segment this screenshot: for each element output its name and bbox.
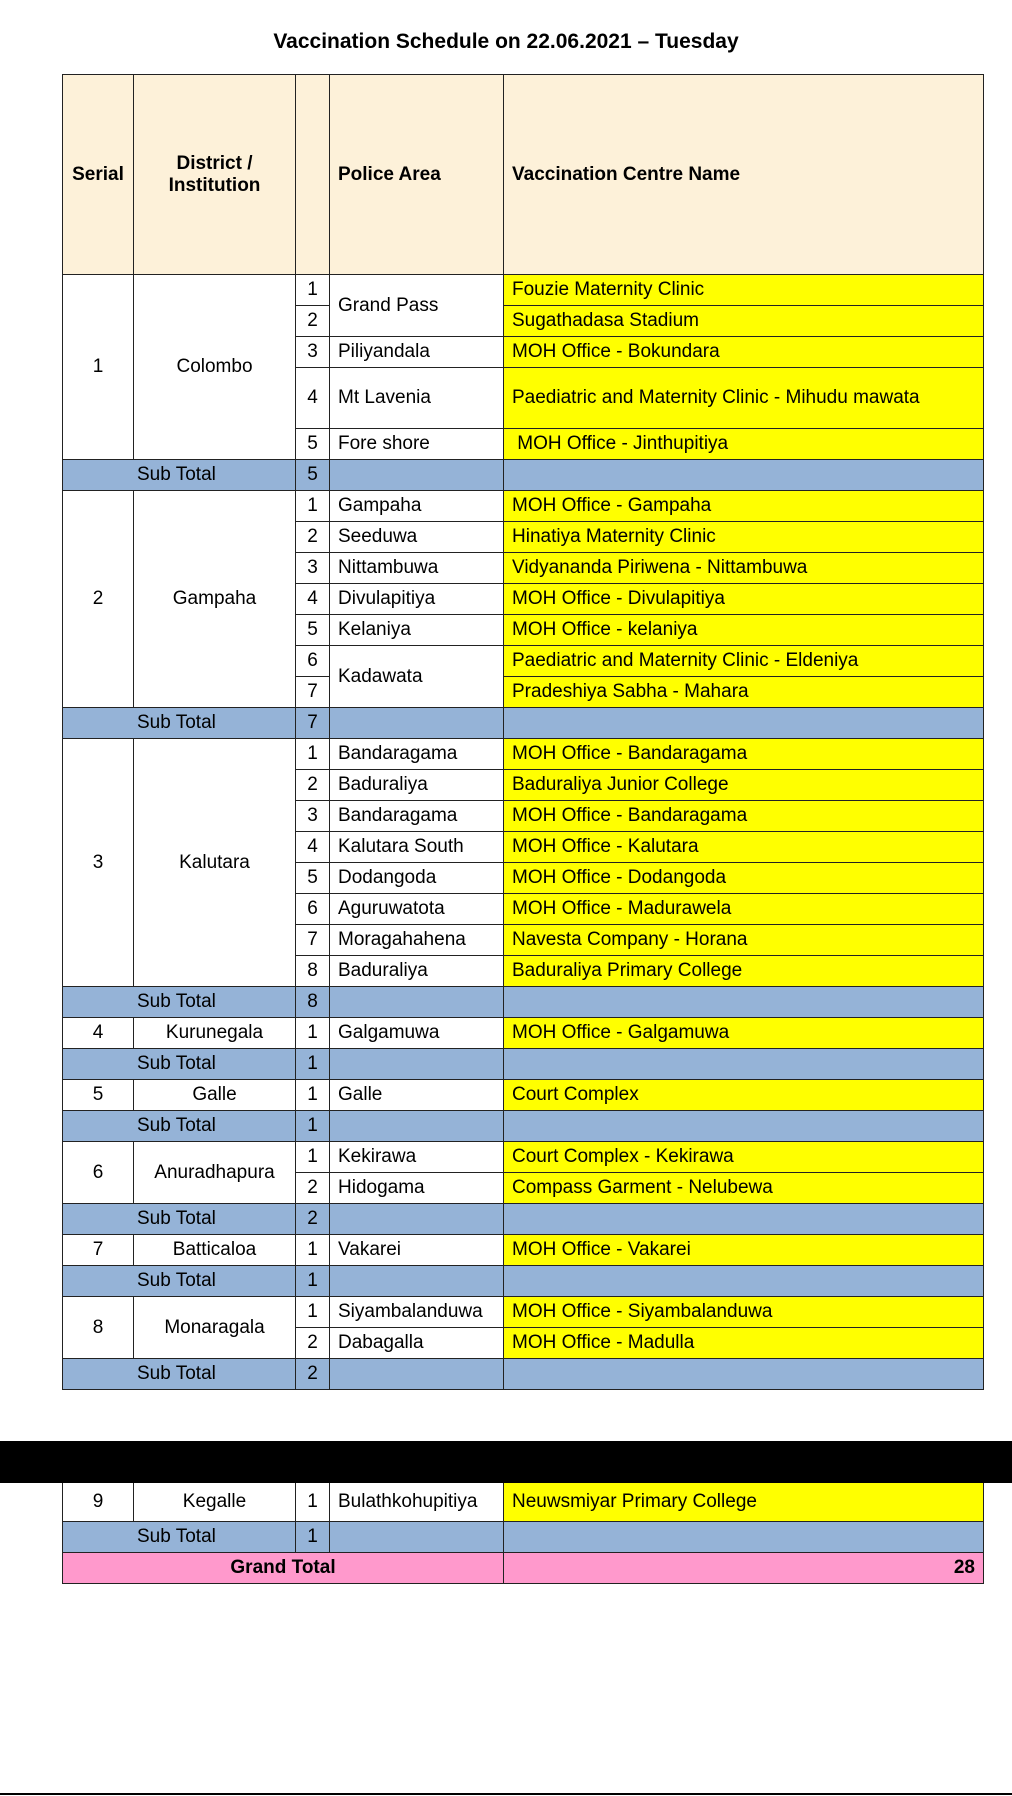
centre-cell: Court Complex - Kekirawa [504,1142,984,1173]
police-area-cell: Galgamuwa [330,1018,504,1049]
table-row [63,275,984,306]
table-row [63,1080,984,1111]
centre-cell: MOH Office - Bandaragama [504,739,984,770]
table-row [63,1297,984,1328]
police-area-cell: Aguruwatota [330,894,504,925]
sub-total-row [63,1521,984,1552]
row-number: 4 [296,584,330,615]
sub-total-row [63,708,984,739]
centre-cell: Paediatric and Maternity Clinic - Eldeniya [504,646,984,677]
sub-total-value: 1 [296,1266,330,1297]
sub-total-value: 5 [296,460,330,491]
row-number: 3 [296,801,330,832]
centre-cell: MOH Office - Bokundara [504,337,984,368]
row-number: 2 [296,522,330,553]
row-number: 1 [296,1080,330,1111]
centre-cell: Court Complex [504,1080,984,1111]
district-cell: Monaragala [134,1297,296,1359]
centre-cell: Pradeshiya Sabha - Mahara [504,677,984,708]
police-area-cell: Gampaha [330,491,504,522]
sub-total-value: 8 [296,987,330,1018]
sub-total-row [63,460,984,491]
police-area-cell: Mt Lavenia [330,368,504,429]
police-area-cell: Kalutara South [330,832,504,863]
sub-total-value: 1 [296,1521,330,1552]
row-number: 8 [296,956,330,987]
police-area-cell: Dabagalla [330,1328,504,1359]
centre-cell: MOH Office - Madulla [504,1328,984,1359]
police-area-cell: Seeduwa [330,522,504,553]
sub-total-row [63,1359,984,1390]
serial-cell: 7 [63,1235,134,1266]
sub-total-value: 1 [296,1049,330,1080]
police-area-cell: Galle [330,1080,504,1111]
row-number: 1 [296,1018,330,1049]
sub-total-label: Sub Total [63,1111,296,1142]
grand-total-row [63,1552,984,1583]
sub-total-value: 7 [296,708,330,739]
police-area-cell: Kadawata [330,646,504,708]
centre-cell: Vidyananda Piriwena - Nittambuwa [504,553,984,584]
sub-total-value: 2 [296,1204,330,1235]
table-row [63,1018,984,1049]
header-number [296,75,330,275]
police-area-cell: Bulathkohupitiya [330,1483,504,1521]
police-area-cell: Baduraliya [330,956,504,987]
police-area-cell: Moragahahena [330,925,504,956]
row-number: 2 [296,1173,330,1204]
district-cell: Galle [134,1080,296,1111]
centre-cell: MOH Office - Divulapitiya [504,584,984,615]
sub-total-label: Sub Total [63,1049,296,1080]
table-row [63,1142,984,1173]
header-centre-name: Vaccination Centre Name [504,75,984,275]
centre-cell: Baduraliya Primary College [504,956,984,987]
serial-cell: 6 [63,1142,134,1204]
police-area-cell: Bandaragama [330,801,504,832]
centre-cell: MOH Office - Vakarei [504,1235,984,1266]
centre-cell: Sugathadasa Stadium [504,306,984,337]
centre-cell: MOH Office - Jinthupitiya [504,429,984,460]
row-number: 2 [296,306,330,337]
centre-cell: MOH Office - Dodangoda [504,863,984,894]
police-area-cell: Vakarei [330,1235,504,1266]
row-number: 5 [296,863,330,894]
header-police-area: Police Area [330,75,504,275]
row-number: 5 [296,615,330,646]
table-row [63,1483,984,1521]
district-cell: Anuradhapura [134,1142,296,1204]
district-cell: Gampaha [134,491,296,708]
header-district: District / Institution [134,75,296,275]
serial-cell: 8 [63,1297,134,1359]
row-number: 4 [296,368,330,429]
table-row [63,491,984,522]
centre-cell: MOH Office - Galgamuwa [504,1018,984,1049]
serial-cell: 2 [63,491,134,708]
row-number: 1 [296,1235,330,1266]
centre-cell: MOH Office - Madurawela [504,894,984,925]
row-number: 3 [296,553,330,584]
table-header-row [63,75,984,275]
police-area-cell: Kekirawa [330,1142,504,1173]
serial-cell: 4 [63,1018,134,1049]
district-cell: Colombo [134,275,296,460]
police-area-cell: Divulapitiya [330,584,504,615]
row-number: 1 [296,739,330,770]
row-number: 1 [296,275,330,306]
row-number: 2 [296,770,330,801]
sub-total-label: Sub Total [63,987,296,1018]
police-area-cell: Siyambalanduwa [330,1297,504,1328]
row-number: 1 [296,1142,330,1173]
police-area-cell: Fore shore [330,429,504,460]
centre-cell: Neuwsmiyar Primary College [504,1483,984,1521]
police-area-cell: Grand Pass [330,275,504,337]
sub-total-row [63,1266,984,1297]
grand-total-label: Grand Total [63,1552,504,1583]
table-row [63,1235,984,1266]
row-number: 6 [296,894,330,925]
schedule-table-continued [62,1483,984,1584]
row-number: 7 [296,677,330,708]
serial-cell: 3 [63,739,134,987]
district-cell: Kalutara [134,739,296,987]
header-serial: Serial [63,75,134,275]
row-number: 3 [296,337,330,368]
centre-cell: Hinatiya Maternity Clinic [504,522,984,553]
sub-total-label: Sub Total [63,708,296,739]
row-number: 4 [296,832,330,863]
page-bottom-edge [0,1793,1012,1795]
police-area-cell: Baduraliya [330,770,504,801]
police-area-cell: Dodangoda [330,863,504,894]
row-number: 2 [296,1328,330,1359]
district-cell: Batticaloa [134,1235,296,1266]
centre-cell: Paediatric and Maternity Clinic - Mihudu mawata [504,368,984,429]
sub-total-value: 2 [296,1359,330,1390]
sub-total-value: 1 [296,1111,330,1142]
serial-cell: 5 [63,1080,134,1111]
centre-cell: MOH Office - Kalutara [504,832,984,863]
grand-total-value: 28 [504,1552,984,1583]
page-title: Vaccination Schedule on 22.06.2021 – Tuesday [273,30,739,53]
police-area-cell: Piliyandala [330,337,504,368]
sub-total-row [63,1204,984,1235]
black-band [0,1441,1012,1483]
centre-cell: MOH Office - kelaniya [504,615,984,646]
sub-total-row [63,1111,984,1142]
centre-cell: Fouzie Maternity Clinic [504,275,984,306]
sub-total-label: Sub Total [63,1266,296,1297]
row-number: 1 [296,1297,330,1328]
row-number: 1 [296,491,330,522]
centre-cell: Baduraliya Junior College [504,770,984,801]
row-number: 7 [296,925,330,956]
district-cell: Kurunegala [134,1018,296,1049]
centre-cell: MOH Office - Siyambalanduwa [504,1297,984,1328]
centre-cell: MOH Office - Bandaragama [504,801,984,832]
row-number: 5 [296,429,330,460]
police-area-cell: Hidogama [330,1173,504,1204]
sub-total-label: Sub Total [63,1521,296,1552]
row-number: 6 [296,646,330,677]
sub-total-label: Sub Total [63,460,296,491]
schedule-table [62,74,984,1390]
table-row [63,739,984,770]
serial-cell: 9 [63,1483,134,1521]
serial-cell: 1 [63,275,134,460]
row-number: 1 [296,1483,330,1521]
police-area-cell: Bandaragama [330,739,504,770]
centre-cell: MOH Office - Gampaha [504,491,984,522]
district-cell: Kegalle [134,1483,296,1521]
police-area-cell: Nittambuwa [330,553,504,584]
sub-total-label: Sub Total [63,1359,296,1390]
centre-cell: Navesta Company - Horana [504,925,984,956]
centre-cell: Compass Garment - Nelubewa [504,1173,984,1204]
police-area-cell: Kelaniya [330,615,504,646]
sub-total-row [63,987,984,1018]
sub-total-label: Sub Total [63,1204,296,1235]
sub-total-row [63,1049,984,1080]
